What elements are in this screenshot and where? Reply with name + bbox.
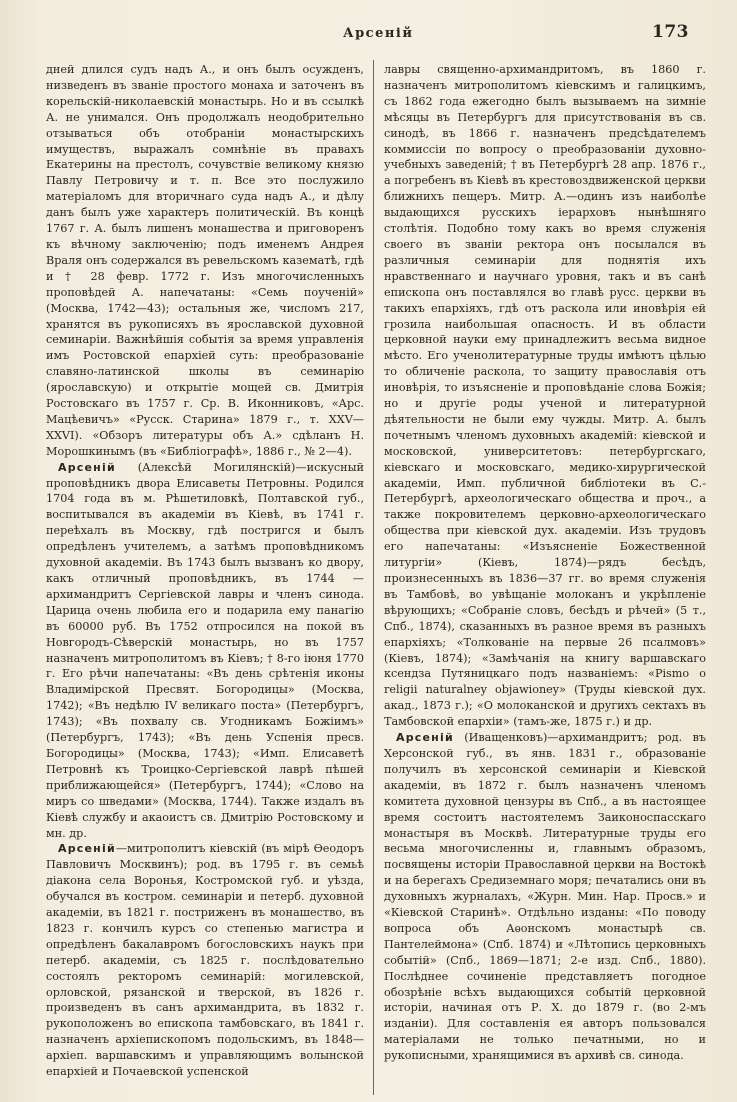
article-text: (Иващенковъ)—архимандритъ; род. въ Херсонской губ., въ янв. 1831 г., образованіе получилъ въ херсонской семинаріи и Кіевской академіи, въ 1872 г. былъ назначенъ членомъ комитета духовной цензуры въ Спб., а въ настоящее время состоитъ настоятелемъ Заиконоспасскаго монастыря въ Москвѣ. Литературные труды его весьма многочисленны и, главнымъ образомъ, посвящены исторіи Православной церкви на Востокѣ и на берегахъ Средиземнаго моря; печатались они въ духовныхъ журналахъ, «Журн. Мин. Нар. Просв.» и «Кіевской Старинѣ». Отдѣльно изданы: «По поводу вопроса объ Аѳонскомъ монастырѣ св. Пантелеймона» (Спб. 1874) и «Лѣтопись церковныхъ событій» (Спб., 1869—1871; 2-е изд. Спб., 1880). Послѣднее сочиненіе представляетъ погодное обозрѣніе всѣхъ выдающихся событій церковной исторіи, начиная отъ Р. Х. до 1879 г. (во 2-мъ изданіи). Для составленія ея авторъ пользовался матеріалами не только печатными, но и рукописными, хранящимися въ архивѣ св. синода. [384, 731, 706, 1063]
right-column [384, 62, 706, 1064]
running-head: Арсеній [343, 26, 414, 41]
article-text: (Алексѣй Могилянскій)—искусный проповѣдникъ двора Елисаветы Петровны. Родился 1704 года въ м. Рѣшетиловкѣ, Полтавской губ., воспитывался въ академіи въ Кіевѣ, въ 1741 г. переѣхалъ въ Москву, гдѣ постригся и былъ опредѣленъ учителемъ, а затѣмъ проповѣдникомъ духовной академіи. Въ 1743 былъ вызванъ ко двору, какъ отличный проповѣдникъ, въ 1744 — архимандритъ Сергіевской лавры и членъ синода. Царица очень любила его и подарила ему панагію въ 60000 руб. Въ 1752 отпросился на покой въ Новгородъ-Сѣверскій монастырь, но въ 1757 назначенъ митрополитомъ въ Кіевъ; † 8-го іюня 1770 г. Его рѣчи напечатаны: «Въ день срѣтенія иконы Владимірской Пресвят. Богородицы» (Москва, 1742); «Въ недѣлю IV великаго поста» (Петербургъ, 1743); «Въ похвалу св. Угодникамъ Божіимъ» (Петербургъ, 1743); «Въ день Успенія пресв. Богородицы» (Москва, 1743); «Имп. Елисаветѣ Петровнѣ къ Троицко-Сергіевской лаврѣ пѣшей приближающейся» (Петербургъ, 1744); «Слово на миръ со шведами» (Москва, 1744). Также издалъ въ Кіевѣ службу и акаоистъ св. Дмитрію Ростовскому и мн. др. [46, 460, 364, 840]
article-continuation [384, 62, 706, 730]
article-arseny-mogiliansky [46, 460, 364, 842]
headword: Арсеній [58, 460, 116, 474]
article-text: дней длился судъ надъ А., и онъ былъ осужденъ, низведенъ въ званіе простого монаха и заточенъ въ корельскій-николаевскій монастырь. Но и въ ссылкѣ А. не унимался. Онъ продолжалъ неодобрительно отзываться объ отобраніи монастырскихъ имуществъ, выражалъ сомнѣніе въ правахъ Екатерины на престолъ, сочувствіе великому князю Павлу Петровичу и т. п. Все это послужило матеріаломъ для вторичнаго суда надъ А., и дѣлу данъ былъ уже характеръ политическій. Въ концѣ 1767 г. А. былъ лишенъ монашества и приговоренъ къ вѣчному заключенію; подъ именемъ Андрея Враля онъ содержался въ ревельскомъ казематѣ, гдѣ и † 28 февр. 1772 г. Изъ многочисленныхъ проповѣдей А. напечатаны: «Семь поученій» (Москва, 1742—43); остальныя же, числомъ 217, хранятся въ рукописяхъ въ ярославской духовной семинаріи. Важнѣйшія событія за время управленія имъ Ростовской епархіей суть: преобразованіе славяно-латинской школы въ семинарію (ярославскую) и открытіе мощей св. Дмитрія Ростовскаго въ 1757 г. Ср. В. Иконниковъ, «Арс. Мацѣевичъ» «Русск. Старина» 1879 г., т. XXV—XXVI). «Обзоръ литературы объ А.» сдѣланъ Н. Морошкинымъ (въ «Библіографѣ», 1886 г., № 2—4). [46, 63, 364, 458]
left-column [46, 62, 364, 1080]
article-continuation [46, 62, 364, 460]
column-divider [373, 60, 374, 1095]
page-header [0, 22, 737, 52]
article-text: —митрополитъ кіевскій (въ мірѣ Ѳеодоръ Павловичъ Москвинъ); род. въ 1795 г. въ семьѣ діакона села Воронья, Костромской губ. и уѣзда, обучался въ костром. семинаріи и петерб. духовной академіи, въ 1821 г. постриженъ въ монашество, въ 1823 г. кончилъ курсъ со степенью магистра и опредѣленъ бакалавромъ богословскихъ наукъ при петерб. академіи, съ 1825 г. послѣдовательно состоялъ ректоромъ семинарій: могилевской, орловской, рязанской и тверской, въ 1826 г. произведенъ въ санъ архимандрита, въ 1832 г. рукоположенъ во епископа тамбовскаго, въ 1841 г. назначенъ архіепископомъ подольскимъ, въ 1848—архіеп. варшавскимъ и управляющимъ волынской епархіей и Почаевской успенской [46, 842, 364, 1079]
article-arseny-ivashchenkov [384, 730, 706, 1064]
headword: Арсеній [58, 842, 116, 856]
page-number: 173 [652, 22, 689, 42]
article-arseny-moskvin [46, 841, 364, 1080]
headword: Арсеній [396, 731, 454, 745]
article-text: лавры священно-архимандритомъ, въ 1860 г. назначенъ митрополитомъ кіевскимъ и галицкимъ, съ 1862 года ежегодно былъ вызываемъ на зимніе мѣсяцы въ Петербургъ для присутствованія въ св. синодѣ, въ 1866 г. назначенъ предсѣдателемъ коммиссіи по вопросу о преобразованіи духовно-учебныхъ заведеній; † въ Петербургѣ 28 апр. 1876 г., а погребенъ въ Кіевѣ въ крестовоздвиженской церкви ближнихъ пещеръ. Митр. А.—одинъ изъ наиболѣе выдающихся русскихъ іерарховъ нынѣшняго столѣтія. Подобно тому какъ во время служенія своего въ званіи ректора онъ посылался въ различныя семинаріи для поднятія ихъ нравственнаго и научнаго уровня, такъ и въ санѣ епископа онъ поставлялся во главѣ русс. церкви въ такихъ епархіяхъ, гдѣ отъ раскола или иновѣрія ей грозила наибольшая опасность. И въ области церковной науки ему принадлежитъ весьма видное мѣсто. Его ученолитературные труды имѣютъ цѣлью то обличеніе раскола, то защиту православія отъ иновѣрія, то изъясненіе и проповѣданіе слова Божія; но и другіе роды ученой и литературной дѣятельности не были ему чужды. Митр. А. былъ почетнымъ членомъ духовныхъ академій: кіевской и московской, университетовъ: петербургскаго, кіевскаго и московскаго, медико-хирургической академіи, Имп. публичной библіотеки въ С.-Петербургѣ, археологическаго общества и проч., а также покровителемъ церковно-археологическаго общества при кіевской дух. академіи. Изъ трудовъ его напечатаны: «Изъясненіе Божественной литургіи» (Кіевъ, 1874)—рядъ бесѣдъ, произнесенныхъ въ 1836—37 гг. во время служенія въ Тамбовѣ, во увѣщаніе молоканъ и укрѣпленіе вѣрующихъ; «Собраніе словъ, бесѣдъ и рѣчей» (5 т., Спб., 1874), сказанныхъ въ разное время въ разныхъ епархіяхъ; «Толкованіе на первые 26 псалмовъ» (Кіевъ, 1874); «Замѣчанія на книгу варшавскаго ксендза Путяницкаго подъ названіемъ: «Pismo o religii naturalney objawioney» (Труды кіевской дух. акад., 1873 г.); «О молоканской и другихъ сектахъ въ Тамбовской епархіи» (тамъ-же, 1875 г.) и др. [384, 63, 706, 729]
